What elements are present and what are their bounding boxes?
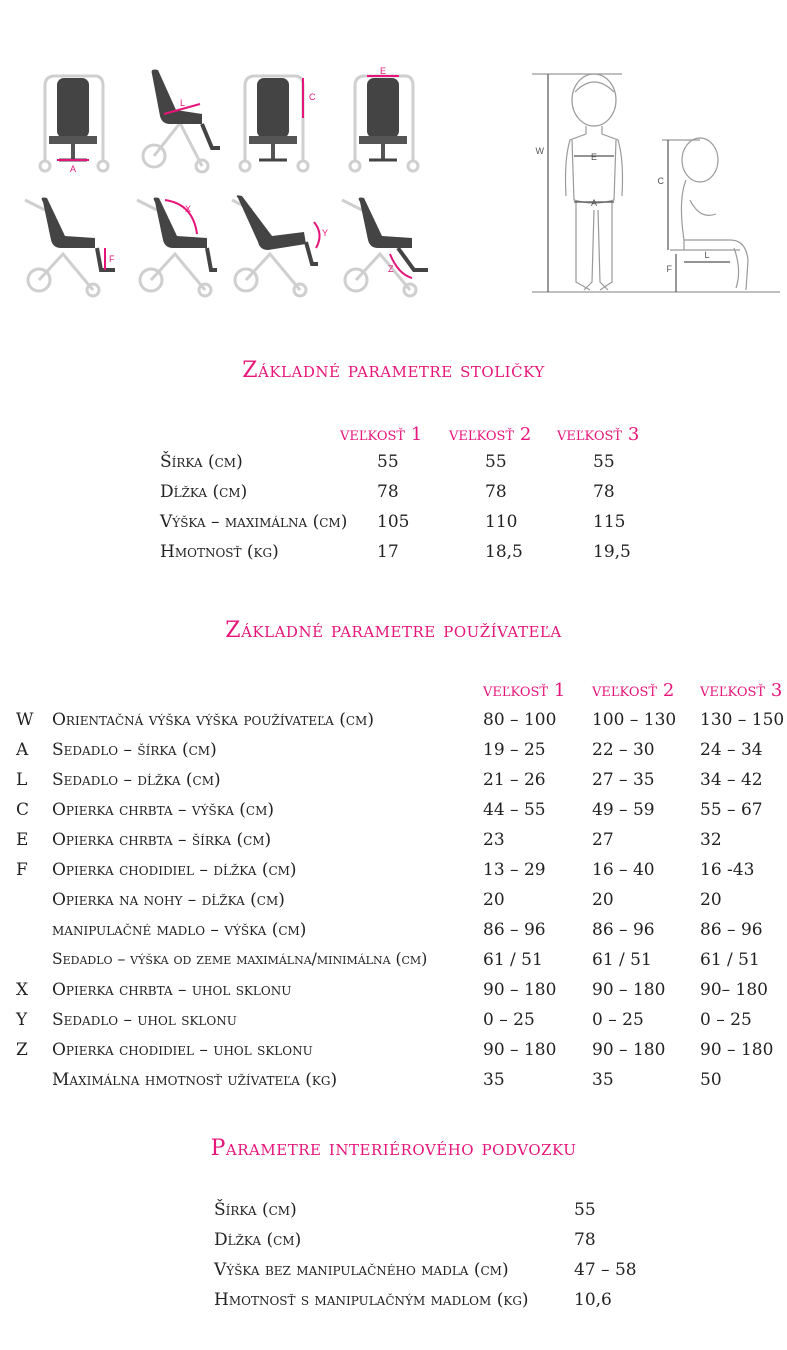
child-label-f: F: [666, 264, 672, 274]
chair-label-x: X: [185, 204, 192, 214]
column-header-size-2: veľkosť 2: [592, 680, 675, 701]
row-label: Hmotnosť (kg): [160, 542, 279, 562]
table-row: [0, 950, 787, 980]
row-value-size-3: 115: [593, 512, 626, 532]
row-label: Výška bez manipulačného madla (cm): [214, 1260, 509, 1280]
column-header-size-3: veľkosť 3: [557, 424, 640, 445]
table-row: [0, 1200, 787, 1230]
row-value-size-2: 61 / 51: [592, 950, 652, 970]
row-label: Hmotnosť s manipulačným madlom (kg): [214, 1290, 529, 1310]
row-value-size-1: 21 – 26: [483, 770, 546, 790]
row-value-size-3: 61 / 51: [700, 950, 760, 970]
row-value-size-2: 86 – 96: [592, 920, 655, 940]
column-header-size-3: veľkosť 3: [700, 680, 783, 701]
row-value-size-3: 32: [700, 830, 722, 850]
row-value-size-1: 80 – 100: [483, 710, 557, 730]
chair-label-y: Y: [322, 228, 329, 238]
row-value-size-1: 90 – 180: [483, 980, 557, 1000]
row-value-size-1: 17: [377, 542, 399, 562]
child-standing-illustration: [532, 74, 780, 292]
row-label: Sedadlo – dĺžka (cm): [52, 770, 221, 790]
row-value-size-1: 35: [483, 1070, 505, 1090]
table-row: [0, 1290, 787, 1320]
row-value-size-2: 16 – 40: [592, 860, 655, 880]
row-value-size-2: 18,5: [485, 542, 523, 562]
row-value-size-3: 19,5: [593, 542, 631, 562]
row-code: C: [16, 800, 30, 820]
table-row: [0, 542, 787, 572]
row-code: E: [16, 830, 29, 850]
table-row: [0, 800, 787, 830]
child-label-l: L: [704, 250, 710, 260]
row-label: Sedadlo – výška od zeme maximálna/minimálna (cm): [52, 950, 428, 968]
table-row: [0, 452, 787, 482]
table-row: [0, 1070, 787, 1100]
child-label-c: C: [657, 176, 664, 186]
row-label: Opierka na nohy – dĺžka (cm): [52, 890, 285, 910]
row-value: 55: [574, 1200, 596, 1220]
row-label: Dĺžka (cm): [214, 1230, 302, 1250]
row-label: Šírka (cm): [160, 452, 243, 472]
table-row: [0, 830, 787, 860]
row-label: Orientačná výška výška používateľa (cm): [52, 710, 374, 730]
table-row: [0, 860, 787, 890]
row-value-size-2: 0 – 25: [592, 1010, 644, 1030]
table-row: [0, 740, 787, 770]
row-label: Opierka chodidiel – dĺžka (cm): [52, 860, 297, 880]
row-code: A: [16, 740, 29, 760]
child-label-e: E: [590, 152, 598, 162]
row-value: 10,6: [574, 1290, 612, 1310]
row-value-size-1: 90 – 180: [483, 1040, 557, 1060]
row-value-size-2: 35: [592, 1070, 614, 1090]
row-value-size-2: 78: [485, 482, 507, 502]
row-value-size-1: 23: [483, 830, 505, 850]
row-value-size-3: 50: [700, 1070, 722, 1090]
row-label: Sedadlo – uhol sklonu: [52, 1010, 237, 1030]
chair-side-x-illustration: [137, 198, 217, 297]
column-header-size-2: veľkosť 2: [449, 424, 532, 445]
row-code: Z: [16, 1040, 28, 1060]
table-row: [0, 980, 787, 1010]
row-value-size-1: 13 – 29: [483, 860, 546, 880]
table-row: [0, 512, 787, 542]
row-value-size-3: 55 – 67: [700, 800, 763, 820]
row-value-size-2: 100 – 130: [592, 710, 677, 730]
row-value-size-1: 44 – 55: [483, 800, 546, 820]
row-label: manipulačné madlo – výška (cm): [52, 920, 307, 940]
table-row: [0, 710, 787, 740]
row-value-size-3: 24 – 34: [700, 740, 763, 760]
column-header-size-1: veľkosť 1: [340, 424, 423, 445]
row-value-size-3: 20: [700, 890, 722, 910]
row-label: Šírka (cm): [214, 1200, 297, 1220]
row-value-size-2: 20: [592, 890, 614, 910]
chair-label-f: F: [109, 254, 115, 264]
row-value-size-2: 27 – 35: [592, 770, 655, 790]
chair-front-e-illustration: [350, 66, 418, 171]
row-value-size-3: 16 -43: [700, 860, 755, 880]
chair-side-f-illustration: [25, 198, 115, 297]
row-label: Výška – maximálna (cm): [160, 512, 348, 532]
table-row: [0, 1040, 787, 1070]
row-value-size-2: 110: [485, 512, 518, 532]
chair-label-l: L: [180, 98, 186, 108]
chair-label-a: A: [69, 164, 77, 174]
row-value-size-2: 27: [592, 830, 614, 850]
section-chassis-title: Parametre interiérového podvozku: [210, 1136, 577, 1161]
chair-front-c-illustration: [240, 76, 316, 171]
row-value-size-1: 105: [377, 512, 410, 532]
row-label: Opierka chrbta – uhol sklonu: [52, 980, 292, 1000]
row-value-size-2: 49 – 59: [592, 800, 655, 820]
chair-side-l-illustration: [143, 70, 220, 173]
child-sitting-illustration: [662, 138, 748, 292]
chair-label-z: Z: [388, 264, 394, 274]
chair-label-e: E: [379, 66, 387, 76]
table-row: [0, 1010, 787, 1040]
row-code: L: [16, 770, 28, 790]
chair-label-c: C: [309, 92, 316, 102]
row-code: X: [16, 980, 29, 1000]
row-value-size-1: 19 – 25: [483, 740, 546, 760]
row-label: Dĺžka (cm): [160, 482, 248, 502]
row-value-size-1: 55: [377, 452, 399, 472]
row-value-size-2: 90 – 180: [592, 1040, 666, 1060]
row-value-size-1: 61 / 51: [483, 950, 543, 970]
section-user-title: Základné parametre používateľa: [225, 618, 562, 643]
section-chair-title: Základné parametre stoličky: [242, 358, 545, 383]
column-header-size-1: veľkosť 1: [483, 680, 566, 701]
row-value-size-3: 90– 180: [700, 980, 768, 1000]
row-label: Opierka chrbta – šírka (cm): [52, 830, 272, 850]
chair-front-a-illustration: [40, 76, 108, 174]
row-value-size-3: 90 – 180: [700, 1040, 774, 1060]
row-label: Sedadlo – šírka (cm): [52, 740, 217, 760]
row-value-size-1: 86 – 96: [483, 920, 546, 940]
row-value-size-3: 34 – 42: [700, 770, 763, 790]
table-row: [0, 1260, 787, 1290]
row-value-size-1: 20: [483, 890, 505, 910]
table-row: [0, 1230, 787, 1260]
table-row: [0, 890, 787, 920]
row-value-size-2: 55: [485, 452, 507, 472]
child-label-a: A: [590, 198, 598, 208]
row-value-size-3: 86 – 96: [700, 920, 763, 940]
table-row: [0, 920, 787, 950]
chair-side-z-illustration: [342, 198, 428, 297]
row-value-size-3: 55: [593, 452, 615, 472]
row-value-size-2: 90 – 180: [592, 980, 666, 1000]
row-value-size-3: 130 – 150: [700, 710, 785, 730]
illustration-panel: [0, 0, 787, 310]
table-row: [0, 770, 787, 800]
row-value-size-1: 0 – 25: [483, 1010, 535, 1030]
row-value: 78: [574, 1230, 596, 1250]
row-value-size-3: 78: [593, 482, 615, 502]
row-value-size-1: 78: [377, 482, 399, 502]
row-value-size-2: 22 – 30: [592, 740, 655, 760]
row-label: Maximálna hmotnosť užívateľa (kg): [52, 1070, 338, 1090]
row-code: W: [16, 710, 34, 730]
table-row: [0, 482, 787, 512]
row-code: F: [16, 860, 28, 880]
row-value-size-3: 0 – 25: [700, 1010, 752, 1030]
row-value: 47 – 58: [574, 1260, 637, 1280]
child-label-w: W: [535, 146, 544, 156]
row-label: Opierka chodidiel – uhol sklonu: [52, 1040, 313, 1060]
chair-side-y-illustration: [232, 195, 328, 296]
row-label: Opierka chrbta – výška (cm): [52, 800, 275, 820]
row-code: Y: [16, 1010, 28, 1030]
